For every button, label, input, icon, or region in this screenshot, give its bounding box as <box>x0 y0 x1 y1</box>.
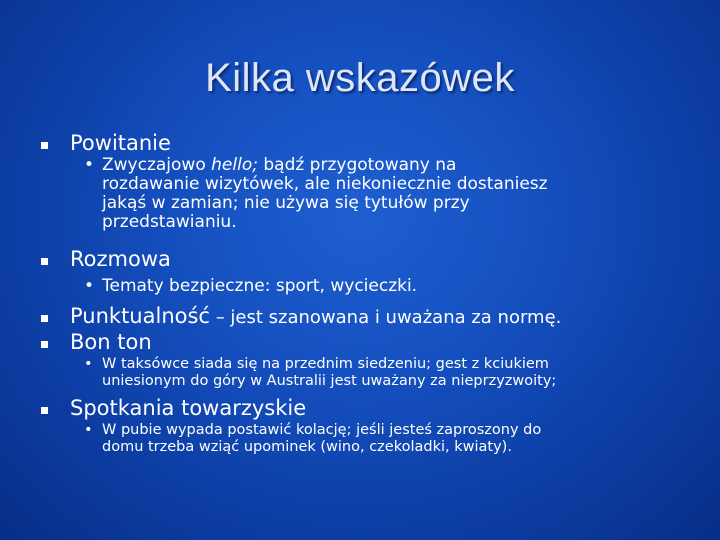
square-bullet-icon <box>41 142 48 149</box>
sub-text: domu trzeba wziąć upominek (wino, czekoladki, kwiaty). <box>102 439 512 455</box>
dot-bullet-icon: • <box>84 356 93 372</box>
sub-text: przedstawianiu. <box>102 212 237 232</box>
sub-text: W taksówce siada się na przednim siedzeniu; gest z kciukiem <box>102 356 549 372</box>
sub-bullet-powitanie <box>84 156 694 232</box>
bullet-bon-ton: Bon ton <box>70 330 152 354</box>
square-bullet-icon <box>41 258 48 265</box>
bullet-spotkania: Spotkania towarzyskie <box>70 396 307 420</box>
dot-bullet-icon: • <box>84 155 95 175</box>
slide-title: Kilka wskazówek <box>205 56 515 100</box>
bullet-rozmowa: Rozmowa <box>70 247 171 271</box>
sub-text: Tematy bezpieczne: sport, wycieczki. <box>102 276 418 296</box>
square-bullet-icon <box>41 341 48 348</box>
dot-bullet-icon: • <box>84 276 95 296</box>
sub-text: bądź przygotowany na <box>257 155 457 175</box>
square-bullet-icon <box>41 407 48 414</box>
sub-text: jakąś w zamian; nie używa się tytułów przy <box>102 193 470 213</box>
sub-text: W pubie wypada postawić kolację; jeśli jesteś zaproszony do <box>102 422 542 438</box>
dot-bullet-icon: • <box>84 422 93 438</box>
bullet-punktualnosc <box>70 304 561 330</box>
sub-bullet-spotkania <box>84 422 704 456</box>
sub-bullet-rozmowa <box>84 277 694 296</box>
sub-bullet-bon-ton <box>84 356 704 390</box>
sub-text: uniesionym do góry w Australii jest uważany za nieprzyzwoity; <box>102 373 557 389</box>
sub-text: rozdawanie wizytówek, ale niekoniecznie dostaniesz <box>102 174 548 194</box>
sub-text-italic: hello; <box>211 155 258 175</box>
square-bullet-icon <box>41 315 48 322</box>
sub-text: Zwyczajowo <box>102 155 212 175</box>
bullet-label: Punktualność <box>70 304 210 328</box>
bullet-powitanie: Powitanie <box>70 131 171 155</box>
bullet-rest-text: – jest szanowana i uważana za normę. <box>209 307 562 328</box>
